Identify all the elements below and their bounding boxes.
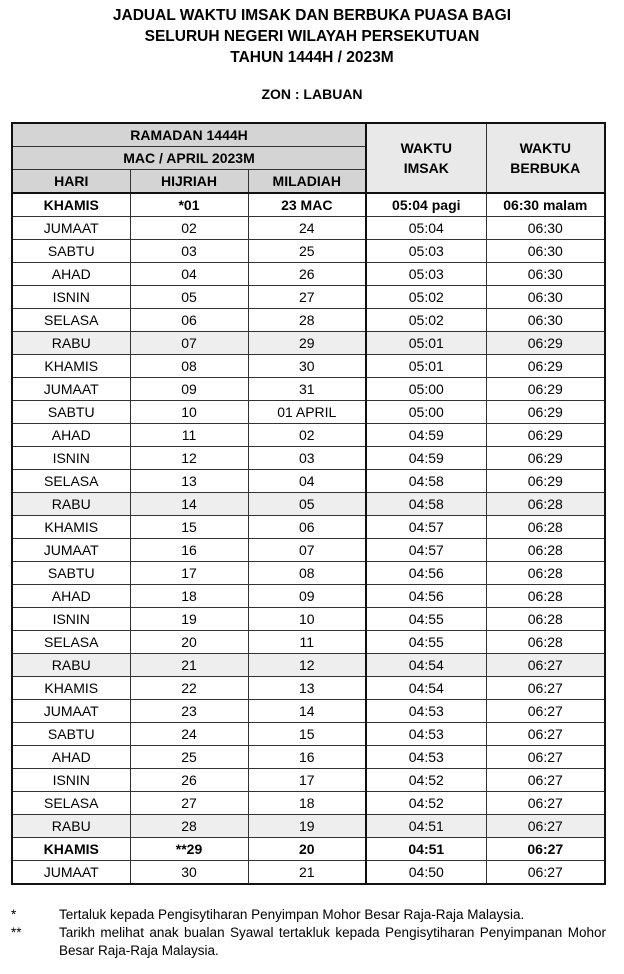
- hari-cell: KHAMIS: [12, 838, 130, 861]
- table-row: [12, 585, 605, 608]
- table-row: [12, 332, 605, 355]
- miladiah-cell: 26: [248, 263, 366, 286]
- hari-cell: AHAD: [12, 746, 130, 769]
- imsak-header: WAKTU IMSAK: [366, 123, 486, 193]
- berbuka-cell: 06:28: [486, 539, 605, 562]
- table-row: [12, 723, 605, 746]
- table-row: [12, 286, 605, 309]
- imsak-cell: 04:54: [366, 654, 486, 677]
- berbuka-cell: 06:27: [486, 723, 605, 746]
- miladiah-cell: 08: [248, 562, 366, 585]
- imsak-cell: 04:58: [366, 470, 486, 493]
- berbuka-cell: 06:27: [486, 838, 605, 861]
- berbuka-cell: 06:28: [486, 516, 605, 539]
- hari-cell: SABTU: [12, 562, 130, 585]
- imsak-cell: 04:52: [366, 769, 486, 792]
- hijriah-cell: *01: [130, 193, 248, 217]
- berbuka-cell: 06:29: [486, 447, 605, 470]
- hari-cell: SELASA: [12, 470, 130, 493]
- berbuka-cell: 06:27: [486, 746, 605, 769]
- table-row: [12, 516, 605, 539]
- hari-cell: SABTU: [12, 401, 130, 424]
- table-row: [12, 193, 605, 217]
- berbuka-cell: 06:29: [486, 401, 605, 424]
- hijriah-cell: 16: [130, 539, 248, 562]
- hari-cell: SABTU: [12, 240, 130, 263]
- table-row: [12, 493, 605, 516]
- table-row: [12, 355, 605, 378]
- hijriah-cell: 25: [130, 746, 248, 769]
- table-row: [12, 309, 605, 332]
- hari-cell: KHAMIS: [12, 355, 130, 378]
- miladiah-cell: 24: [248, 217, 366, 240]
- hari-cell: JUMAAT: [12, 539, 130, 562]
- berbuka-cell: 06:30: [486, 240, 605, 263]
- footnote-text: Tertaluk kepada Pengisytiharan Penyimpan Mohor Besar Raja-Raja Malaysia.: [59, 907, 525, 922]
- hari-header: HARI: [12, 170, 130, 194]
- table-row: [12, 263, 605, 286]
- miladiah-cell: 21: [248, 861, 366, 885]
- table-row: [12, 608, 605, 631]
- imsak-cell: 05:01: [366, 332, 486, 355]
- hijriah-cell: 14: [130, 493, 248, 516]
- imsak-cell: 05:04: [366, 217, 486, 240]
- hari-cell: KHAMIS: [12, 516, 130, 539]
- imsak-cell: 04:51: [366, 838, 486, 861]
- hijriah-cell: 15: [130, 516, 248, 539]
- miladiah-cell: 27: [248, 286, 366, 309]
- hari-cell: JUMAAT: [12, 378, 130, 401]
- hijriah-cell: 20: [130, 631, 248, 654]
- miladiah-cell: 05: [248, 493, 366, 516]
- prayer-time-table: [11, 122, 606, 885]
- hijriah-cell: 10: [130, 401, 248, 424]
- hari-cell: JUMAAT: [12, 861, 130, 885]
- hijriah-cell: 04: [130, 263, 248, 286]
- table-row: [12, 792, 605, 815]
- hari-cell: AHAD: [12, 585, 130, 608]
- footnote-text: Tarikh melihat anak bualan Syawal tertakluk kepada Pengisytiharan Penyimpanan Mohor Besar Raja-Raja Malaysia.: [59, 925, 606, 958]
- berbuka-cell: 06:28: [486, 493, 605, 516]
- table-row: [12, 700, 605, 723]
- hijriah-cell: 26: [130, 769, 248, 792]
- hari-cell: ISNIN: [12, 608, 130, 631]
- hijriah-cell: 13: [130, 470, 248, 493]
- hijriah-cell: 03: [130, 240, 248, 263]
- berbuka-cell: 06:29: [486, 378, 605, 401]
- table-row: [12, 470, 605, 493]
- table-row: [12, 746, 605, 769]
- hijriah-cell: 22: [130, 677, 248, 700]
- footnote: [11, 906, 606, 924]
- miladiah-cell: 04: [248, 470, 366, 493]
- miladiah-cell: 20: [248, 838, 366, 861]
- table-row: [12, 447, 605, 470]
- title-line-2: SELURUH NEGERI WILAYAH PERSEKUTUAN: [144, 28, 480, 45]
- imsak-cell: 04:54: [366, 677, 486, 700]
- hari-cell: SELASA: [12, 309, 130, 332]
- table-row: [12, 401, 605, 424]
- miladiah-cell: 19: [248, 815, 366, 838]
- hijriah-cell: 27: [130, 792, 248, 815]
- miladiah-cell: 16: [248, 746, 366, 769]
- title-line-1: JADUAL WAKTU IMSAK DAN BERBUKA PUASA BAGI: [112, 7, 512, 24]
- table-row: [12, 631, 605, 654]
- document-title: [0, 5, 624, 68]
- table-row: [12, 539, 605, 562]
- hijriah-cell: **29: [130, 838, 248, 861]
- hari-cell: ISNIN: [12, 286, 130, 309]
- imsak-cell: 04:56: [366, 585, 486, 608]
- hijriah-cell: 23: [130, 700, 248, 723]
- hijriah-cell: 08: [130, 355, 248, 378]
- berbuka-cell: 06:28: [486, 631, 605, 654]
- hijriah-cell: 07: [130, 332, 248, 355]
- berbuka-cell: 06:30 malam: [486, 193, 605, 217]
- berbuka-cell: 06:27: [486, 792, 605, 815]
- table-body: [12, 193, 605, 884]
- miladiah-cell: 17: [248, 769, 366, 792]
- miladiah-cell: 01 APRIL: [248, 401, 366, 424]
- imsak-cell: 04:58: [366, 493, 486, 516]
- footnote-mark: *: [11, 907, 17, 922]
- imsak-cell: 05:00: [366, 378, 486, 401]
- hijriah-cell: 09: [130, 378, 248, 401]
- hari-cell: SELASA: [12, 631, 130, 654]
- table-row: [12, 769, 605, 792]
- miladiah-cell: 13: [248, 677, 366, 700]
- miladiah-cell: 14: [248, 700, 366, 723]
- hari-cell: AHAD: [12, 424, 130, 447]
- hari-cell: AHAD: [12, 263, 130, 286]
- berbuka-cell: 06:29: [486, 332, 605, 355]
- miladiah-cell: 02: [248, 424, 366, 447]
- table-row: [12, 677, 605, 700]
- hari-cell: JUMAAT: [12, 700, 130, 723]
- miladiah-cell: 30: [248, 355, 366, 378]
- berbuka-cell: 06:29: [486, 470, 605, 493]
- berbuka-cell: 06:29: [486, 424, 605, 447]
- hari-cell: RABU: [12, 654, 130, 677]
- miladiah-cell: 09: [248, 585, 366, 608]
- hari-cell: RABU: [12, 815, 130, 838]
- hijriah-cell: 28: [130, 815, 248, 838]
- berbuka-cell: 06:28: [486, 562, 605, 585]
- imsak-cell: 04:59: [366, 447, 486, 470]
- imsak-cell: 04:57: [366, 516, 486, 539]
- table-row: [12, 424, 605, 447]
- table-row: [12, 378, 605, 401]
- berbuka-cell: 06:30: [486, 217, 605, 240]
- hijriah-cell: 05: [130, 286, 248, 309]
- hari-cell: ISNIN: [12, 447, 130, 470]
- miladiah-cell: 10: [248, 608, 366, 631]
- imsak-cell: 04:50: [366, 861, 486, 885]
- miladiah-cell: 12: [248, 654, 366, 677]
- imsak-cell: 05:01: [366, 355, 486, 378]
- imsak-cell: 04:59: [366, 424, 486, 447]
- table-row: [12, 217, 605, 240]
- footnotes: [11, 906, 606, 960]
- month-header: MAC / APRIL 2023M: [12, 147, 366, 170]
- hijriah-cell: 02: [130, 217, 248, 240]
- miladiah-cell: 15: [248, 723, 366, 746]
- hijriah-cell: 12: [130, 447, 248, 470]
- imsak-cell: 05:03: [366, 263, 486, 286]
- miladiah-cell: 28: [248, 309, 366, 332]
- hijriah-cell: 11: [130, 424, 248, 447]
- imsak-cell: 05:02: [366, 309, 486, 332]
- imsak-cell: 04:53: [366, 746, 486, 769]
- ramadan-header: RAMADAN 1444H: [12, 123, 366, 147]
- miladiah-cell: 06: [248, 516, 366, 539]
- berbuka-cell: 06:27: [486, 700, 605, 723]
- berbuka-cell: 06:27: [486, 861, 605, 885]
- hijriah-cell: 06: [130, 309, 248, 332]
- hari-cell: KHAMIS: [12, 193, 130, 217]
- berbuka-cell: 06:30: [486, 286, 605, 309]
- hari-cell: JUMAAT: [12, 217, 130, 240]
- hari-cell: RABU: [12, 493, 130, 516]
- berbuka-header: WAKTU BERBUKA: [486, 123, 605, 193]
- title-line-3: TAHUN 1444H / 2023M: [230, 49, 394, 66]
- imsak-cell: 04:53: [366, 723, 486, 746]
- hijriah-cell: 19: [130, 608, 248, 631]
- table-row: [12, 861, 605, 885]
- hari-cell: SABTU: [12, 723, 130, 746]
- berbuka-cell: 06:27: [486, 769, 605, 792]
- hari-cell: SELASA: [12, 792, 130, 815]
- miladiah-cell: 03: [248, 447, 366, 470]
- imsak-cell: 04:53: [366, 700, 486, 723]
- miladiah-header: MILADIAH: [248, 170, 366, 194]
- miladiah-cell: 23 MAC: [248, 193, 366, 217]
- hari-cell: KHAMIS: [12, 677, 130, 700]
- hijriah-header: HIJRIAH: [130, 170, 248, 194]
- zone-label: ZON : LABUAN: [261, 86, 363, 102]
- hijriah-cell: 17: [130, 562, 248, 585]
- hari-cell: ISNIN: [12, 769, 130, 792]
- hijriah-cell: 18: [130, 585, 248, 608]
- berbuka-cell: 06:27: [486, 654, 605, 677]
- imsak-cell: 04:55: [366, 631, 486, 654]
- hijriah-cell: 30: [130, 861, 248, 885]
- imsak-cell: 04:56: [366, 562, 486, 585]
- berbuka-cell: 06:28: [486, 608, 605, 631]
- miladiah-cell: 25: [248, 240, 366, 263]
- table-row: [12, 815, 605, 838]
- imsak-cell: 04:57: [366, 539, 486, 562]
- miladiah-cell: 18: [248, 792, 366, 815]
- imsak-cell: 04:55: [366, 608, 486, 631]
- imsak-cell: 04:52: [366, 792, 486, 815]
- miladiah-cell: 29: [248, 332, 366, 355]
- hari-cell: RABU: [12, 332, 130, 355]
- miladiah-cell: 31: [248, 378, 366, 401]
- miladiah-cell: 11: [248, 631, 366, 654]
- footnote: [11, 924, 606, 960]
- table-row: [12, 562, 605, 585]
- berbuka-cell: 06:27: [486, 677, 605, 700]
- imsak-cell: 05:04 pagi: [366, 193, 486, 217]
- imsak-cell: 05:02: [366, 286, 486, 309]
- table-row: [12, 654, 605, 677]
- berbuka-cell: 06:27: [486, 815, 605, 838]
- berbuka-cell: 06:28: [486, 585, 605, 608]
- hijriah-cell: 21: [130, 654, 248, 677]
- table-row: [12, 838, 605, 861]
- imsak-cell: 05:03: [366, 240, 486, 263]
- footnote-mark: **: [11, 925, 22, 940]
- berbuka-cell: 06:29: [486, 355, 605, 378]
- hijriah-cell: 24: [130, 723, 248, 746]
- imsak-cell: 04:51: [366, 815, 486, 838]
- miladiah-cell: 07: [248, 539, 366, 562]
- table-row: [12, 240, 605, 263]
- berbuka-cell: 06:30: [486, 309, 605, 332]
- imsak-cell: 05:00: [366, 401, 486, 424]
- berbuka-cell: 06:30: [486, 263, 605, 286]
